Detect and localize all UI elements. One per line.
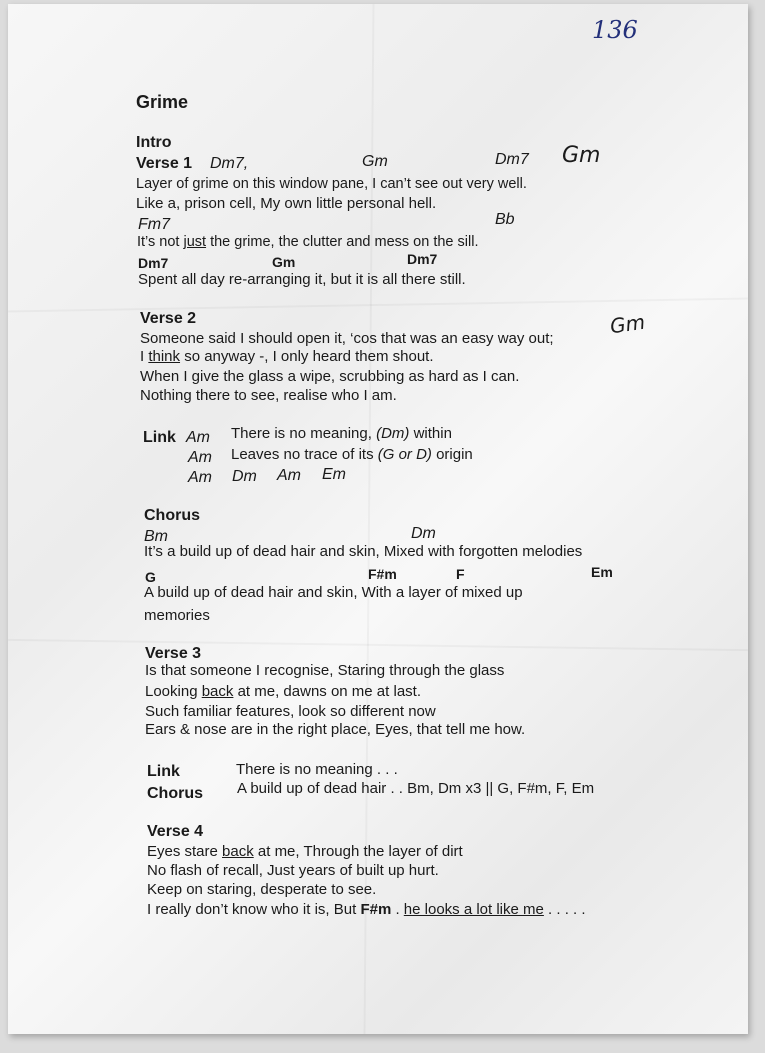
chorus-chord: F#m <box>368 566 397 582</box>
chorus-line: memories <box>144 607 210 624</box>
verse3-line: Looking back at me, dawns on me at last. <box>145 683 421 700</box>
verse1-chord: Gm <box>272 254 296 270</box>
link-line: There is no meaning . . . <box>236 761 398 778</box>
chorus-line: It’s a build up of dead hair and skin, Mixed with forgotten melodies <box>144 543 583 560</box>
link-chord: Am <box>277 467 301 484</box>
verse2-label: Verse 2 <box>140 310 197 327</box>
verse1-line: Like a, prison cell, My own little personal hell. <box>136 195 437 212</box>
verse4-label: Verse 4 <box>147 823 204 840</box>
chorus-label: Chorus <box>144 507 200 524</box>
verse1-chord: Bb <box>495 211 515 228</box>
paper-crease <box>8 639 748 651</box>
verse4-line: No flash of recall, Just years of built up hurt. <box>147 862 439 879</box>
verse1-line: It’s not just the grime, the clutter and mess on the sill. <box>137 234 479 250</box>
verse1-chord: Dm7 <box>138 255 169 271</box>
verse3-line: Ears & nose are in the right place, Eyes, that tell me how. <box>145 721 526 738</box>
chorus-chord: F <box>456 566 465 582</box>
verse1-label: Verse 1 <box>136 155 193 172</box>
handwritten-chord: Gm <box>608 309 647 339</box>
verse1-chord: Dm7 <box>407 251 438 267</box>
chorus-line: A build up of dead hair and skin, With a layer of mixed up <box>144 584 523 601</box>
verse4-line: Keep on staring, desperate to see. <box>147 881 377 898</box>
chorus-summary: A build up of dead hair . . Bm, Dm x3 || G, F#m, F, Em <box>237 780 595 797</box>
verse3-line: Such familiar features, look so different now <box>145 703 436 720</box>
verse1-chord: Dm7 <box>495 151 529 168</box>
verse2-line: Nothing there to see, realise who I am. <box>140 387 397 404</box>
verse1-chord: Fm7 <box>138 216 170 233</box>
link-chord: Dm <box>232 468 257 485</box>
verse4-line: I really don’t know who it is, But F#m . he looks a lot like me . . . . . <box>147 901 586 918</box>
link-label: Link <box>147 763 180 780</box>
chorus-chord: Em <box>591 564 613 580</box>
verse1-chord: Gm <box>362 153 388 170</box>
link-line: There is no meaning, (Dm) within <box>231 425 452 442</box>
handwritten-page-number: 136 <box>592 16 638 44</box>
verse2-line: When I give the glass a wipe, scrubbing as hard as I can. <box>140 368 520 385</box>
verse3-line: Is that someone I recognise, Staring through the glass <box>145 662 505 679</box>
verse2-line: Someone said I should open it, ‘cos that was an easy way out; <box>140 330 554 347</box>
link-chord: Am <box>188 449 212 466</box>
chorus-chord: Dm <box>411 525 436 542</box>
handwritten-chord: Gm <box>562 143 601 168</box>
intro-label: Intro <box>136 134 172 151</box>
link-line: Leaves no trace of its (G or D) origin <box>231 446 473 463</box>
link-label: Link <box>143 429 176 446</box>
verse3-label: Verse 3 <box>145 645 202 662</box>
chorus-label: Chorus <box>147 785 203 802</box>
verse1-chord: Dm7, <box>210 155 249 172</box>
verse4-line: Eyes stare back at me, Through the layer of dirt <box>147 843 463 860</box>
chorus-chord: Bm <box>144 528 168 545</box>
verse1-line: Layer of grime on this window pane, I can’t see out very well. <box>136 176 527 192</box>
link-chord: Am <box>186 429 210 446</box>
verse2-line: I think so anyway -, I only heard them shout. <box>140 348 434 365</box>
song-title: Grime <box>136 92 189 112</box>
link-chord: Em <box>322 466 346 483</box>
chorus-chord: G <box>145 569 156 585</box>
link-chord: Am <box>188 469 212 486</box>
verse1-line: Spent all day re-arranging it, but it is all there still. <box>138 271 466 288</box>
